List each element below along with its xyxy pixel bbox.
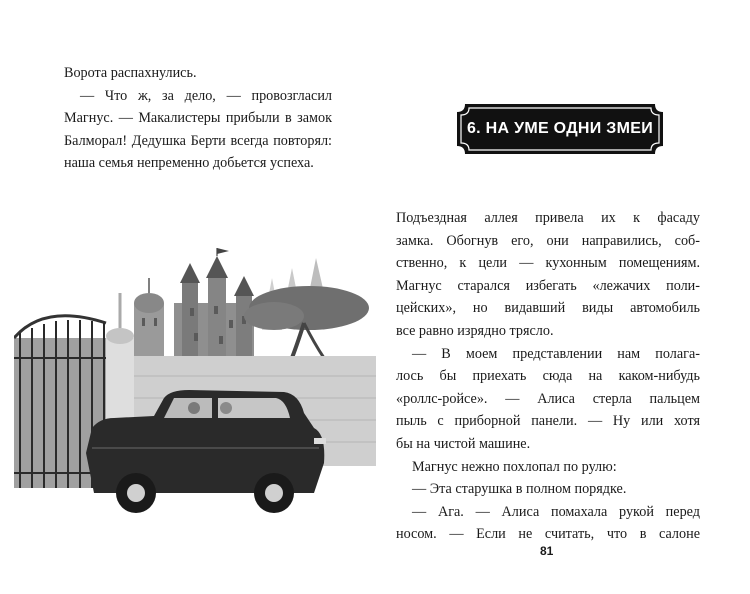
- text-line: Магнус старался избегать «лежачих поли-: [396, 277, 700, 294]
- chapter-title: 6. НА УМЕ ОДНИ ЗМЕИ: [466, 120, 654, 137]
- right-page: [375, 0, 750, 594]
- castle-car-illustration: [14, 248, 376, 528]
- text-line: замка. Обогнув его, они направились, соб-: [396, 232, 700, 249]
- text-line: пыль с приборной панели. — Ну или хотя: [396, 413, 700, 430]
- text-line: цейских», но видавший виды автомобиль: [396, 300, 700, 317]
- text-line: все равно изрядно трясло.: [396, 322, 554, 339]
- text-line: «роллс-ройсе». — Алиса стерла пальцем: [396, 390, 700, 407]
- text-line: ственно, к цели — кухонным помещениям.: [396, 255, 700, 272]
- text-line: — В моем представлении нам полага-: [412, 345, 700, 362]
- right-paragraph: [396, 207, 700, 546]
- left-paragraph: [64, 62, 332, 175]
- text-line: Ворота распахнулись.: [64, 65, 197, 81]
- text-line: бы на чистой машине.: [396, 435, 531, 452]
- text-line: — Эта старушка в полном порядке.: [412, 481, 627, 498]
- text-line: — Ага. — Алиса помахала рукой перед: [412, 503, 700, 520]
- page-number: 81: [540, 544, 554, 558]
- text-line: Балморал! Дедушка Берти всегда повторял:: [64, 132, 332, 149]
- text-line: носом. — Если не считать, что в салоне: [396, 526, 700, 543]
- text-line: Магнус нежно похлопал по рулю:: [412, 458, 617, 475]
- text-line: — Что ж, за дело, — провозгласил: [80, 87, 332, 104]
- text-line: наша семья непременно добьется успеха.: [64, 155, 314, 172]
- text-line: лось бы приехать сюда на каком-нибудь: [396, 368, 700, 385]
- text-line: Магнус. — Макалистеры прибыли в замок: [64, 110, 332, 127]
- text-line: Подъездная аллея привела их к фасаду: [396, 210, 700, 226]
